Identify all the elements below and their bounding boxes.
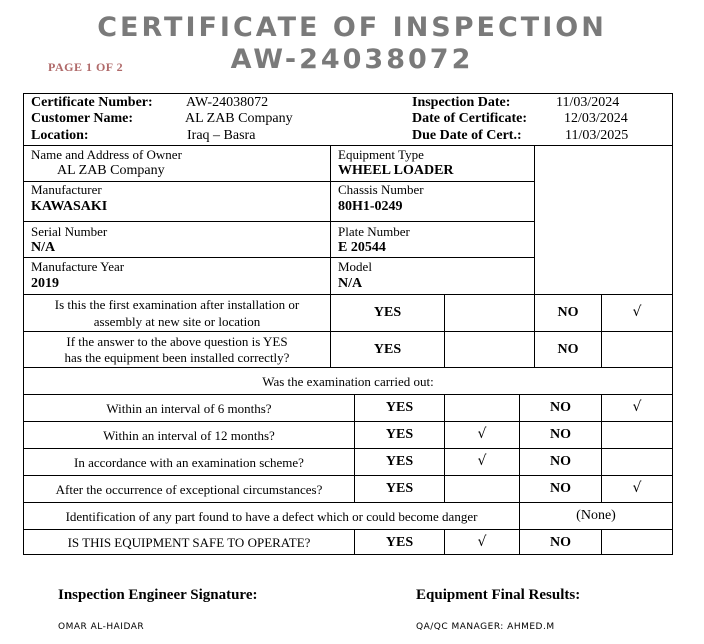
interval-12-yes-check: √ — [477, 426, 487, 442]
q2-no: NO — [557, 342, 579, 357]
interval-12-yes: YES — [385, 427, 414, 442]
chassis-value: 80H1-0249 — [338, 199, 403, 214]
exceptional-no: NO — [550, 481, 571, 496]
owner-label: Name and Address of Owner — [31, 147, 182, 162]
final-results-label: Equipment Final Results: — [416, 587, 581, 603]
page-indicator: PAGE 1 OF 2 — [48, 60, 124, 74]
model-value: N/A — [338, 276, 363, 291]
cert-number-value: AW-24038072 — [186, 95, 269, 110]
carried-out-heading: Was the examination carried out: — [262, 374, 434, 389]
engineer-name: OMAR AL-HAIDAR — [58, 622, 145, 632]
certificate-title: CERTIFICATE OF INSPECTION — [97, 12, 607, 43]
cert-date-label: Date of Certificate: — [412, 111, 528, 126]
due-date-label: Due Date of Cert.: — [412, 128, 522, 143]
manufacturer-label: Manufacturer — [31, 182, 102, 197]
interval-6-yes: YES — [385, 400, 414, 415]
location-value: Iraq – Basra — [187, 128, 256, 143]
q1-no: NO — [557, 305, 579, 320]
defect-identification: Identification of any part found to have a defect which or could become danger — [65, 509, 478, 524]
plate-label: Plate Number — [338, 224, 410, 239]
certificate-number-title: AW-24038072 — [230, 44, 474, 75]
model-label: Model — [338, 259, 372, 274]
interval-6-no-check: √ — [632, 399, 642, 415]
equipment-type-value: WHEEL LOADER — [338, 163, 454, 178]
cert-number-label: Certificate Number: — [31, 95, 153, 110]
interval-6-months: Within an interval of 6 months? — [106, 401, 272, 416]
customer-value: AL ZAB Company — [185, 111, 293, 126]
plate-value: E 20544 — [338, 240, 386, 255]
q2-text-line2: has the equipment been installed correctly? — [64, 350, 290, 365]
safe-to-operate: IS THIS EQUIPMENT SAFE TO OPERATE? — [67, 535, 311, 550]
q1-text-line2: assembly at new site or location — [93, 314, 261, 329]
chassis-label: Chassis Number — [338, 182, 424, 197]
qaqc-manager-name: QA/QC MANAGER: AHMED.M — [416, 622, 555, 632]
examination-scheme: In accordance with an examination scheme? — [74, 455, 304, 470]
engineer-signature-label: Inspection Engineer Signature: — [58, 587, 258, 603]
safe-yes-check: √ — [477, 534, 487, 550]
cert-date-value: 12/03/2024 — [564, 111, 628, 126]
exceptional-yes: YES — [385, 481, 414, 496]
scheme-yes: YES — [385, 454, 414, 469]
q2-text-line1: If the answer to the above question is YES — [66, 334, 288, 349]
q1-text-line1: Is this the first examination after installation or — [54, 297, 300, 312]
interval-12-months: Within an interval of 12 months? — [103, 428, 275, 443]
interval-6-no: NO — [550, 400, 571, 415]
safe-yes: YES — [385, 535, 414, 550]
q1-yes: YES — [373, 305, 402, 320]
scheme-no: NO — [550, 454, 571, 469]
q2-yes: YES — [373, 342, 402, 357]
due-date-value: 11/03/2025 — [565, 128, 629, 143]
defect-value: (None) — [576, 508, 616, 523]
location-label: Location: — [31, 128, 89, 143]
serial-value: N/A — [31, 240, 56, 255]
year-label: Manufacture Year — [31, 259, 125, 274]
safe-no: NO — [550, 535, 571, 550]
customer-label: Customer Name: — [31, 111, 133, 126]
exceptional-circumstances: After the occurrence of exceptional circumstances? — [55, 482, 323, 497]
serial-label: Serial Number — [31, 224, 108, 239]
year-value: 2019 — [31, 276, 59, 291]
inspection-date-value: 11/03/2024 — [556, 95, 620, 110]
manufacturer-value: KAWASAKI — [31, 199, 108, 214]
exceptional-no-check: √ — [632, 480, 642, 496]
interval-12-no: NO — [550, 427, 571, 442]
q1-no-check: √ — [632, 304, 642, 320]
equipment-type-label: Equipment Type — [338, 147, 424, 162]
inspection-date-label: Inspection Date: — [412, 95, 511, 110]
scheme-yes-check: √ — [477, 453, 487, 469]
owner-value: AL ZAB Company — [57, 163, 165, 178]
